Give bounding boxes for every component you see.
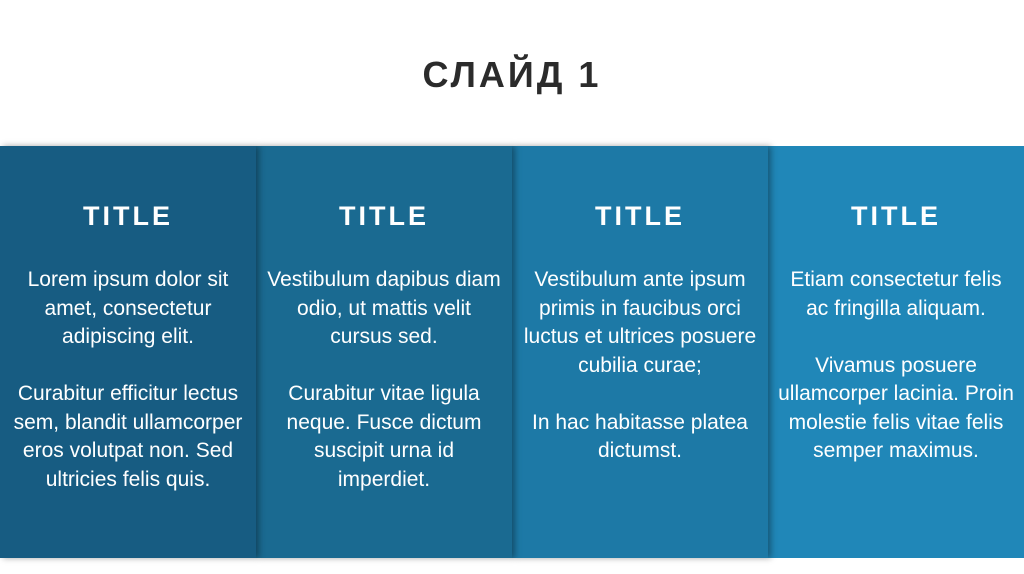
column-paragraph: Lorem ipsum dolor sit amet, consectetur adipiscing elit. (27, 268, 229, 348)
column-4 (768, 146, 1024, 558)
column-text (778, 266, 1014, 466)
column-paragraph: Vestibulum dapibus diam odio, ut mattis velit cursus sed. (267, 268, 501, 348)
column-paragraph: In hac habitasse platea dictumst. (532, 410, 748, 462)
column-title: TITLE (83, 201, 173, 231)
column-1 (0, 146, 256, 558)
column-text (266, 266, 502, 494)
column-2 (256, 146, 512, 558)
column-paragraph: Curabitur efficitur lectus sem, blandit ullamcorper eros volutpat non. Sed ultricies felis quis. (13, 382, 243, 491)
column-title: TITLE (851, 201, 941, 231)
column-text (10, 266, 246, 494)
column-paragraph: Curabitur vitae ligula neque. Fusce dictum suscipit urna id imperdiet. (286, 382, 482, 491)
column-paragraph: Vivamus posuere ullamcorper lacinia. Proin molestie felis vitae felis semper maximus. (778, 353, 1014, 462)
column-title: TITLE (339, 201, 429, 231)
column-paragraph: Etiam consectetur felis ac fringilla aliquam. (790, 268, 1002, 320)
column-text (522, 266, 758, 466)
column-3 (512, 146, 768, 558)
column-title: TITLE (595, 201, 685, 231)
slide-title: СЛАЙД 1 (422, 54, 602, 95)
columns-container (0, 146, 1024, 558)
column-paragraph: Vestibulum ante ipsum primis in faucibus orci luctus et ultrices posuere cubilia curae; (523, 268, 757, 377)
